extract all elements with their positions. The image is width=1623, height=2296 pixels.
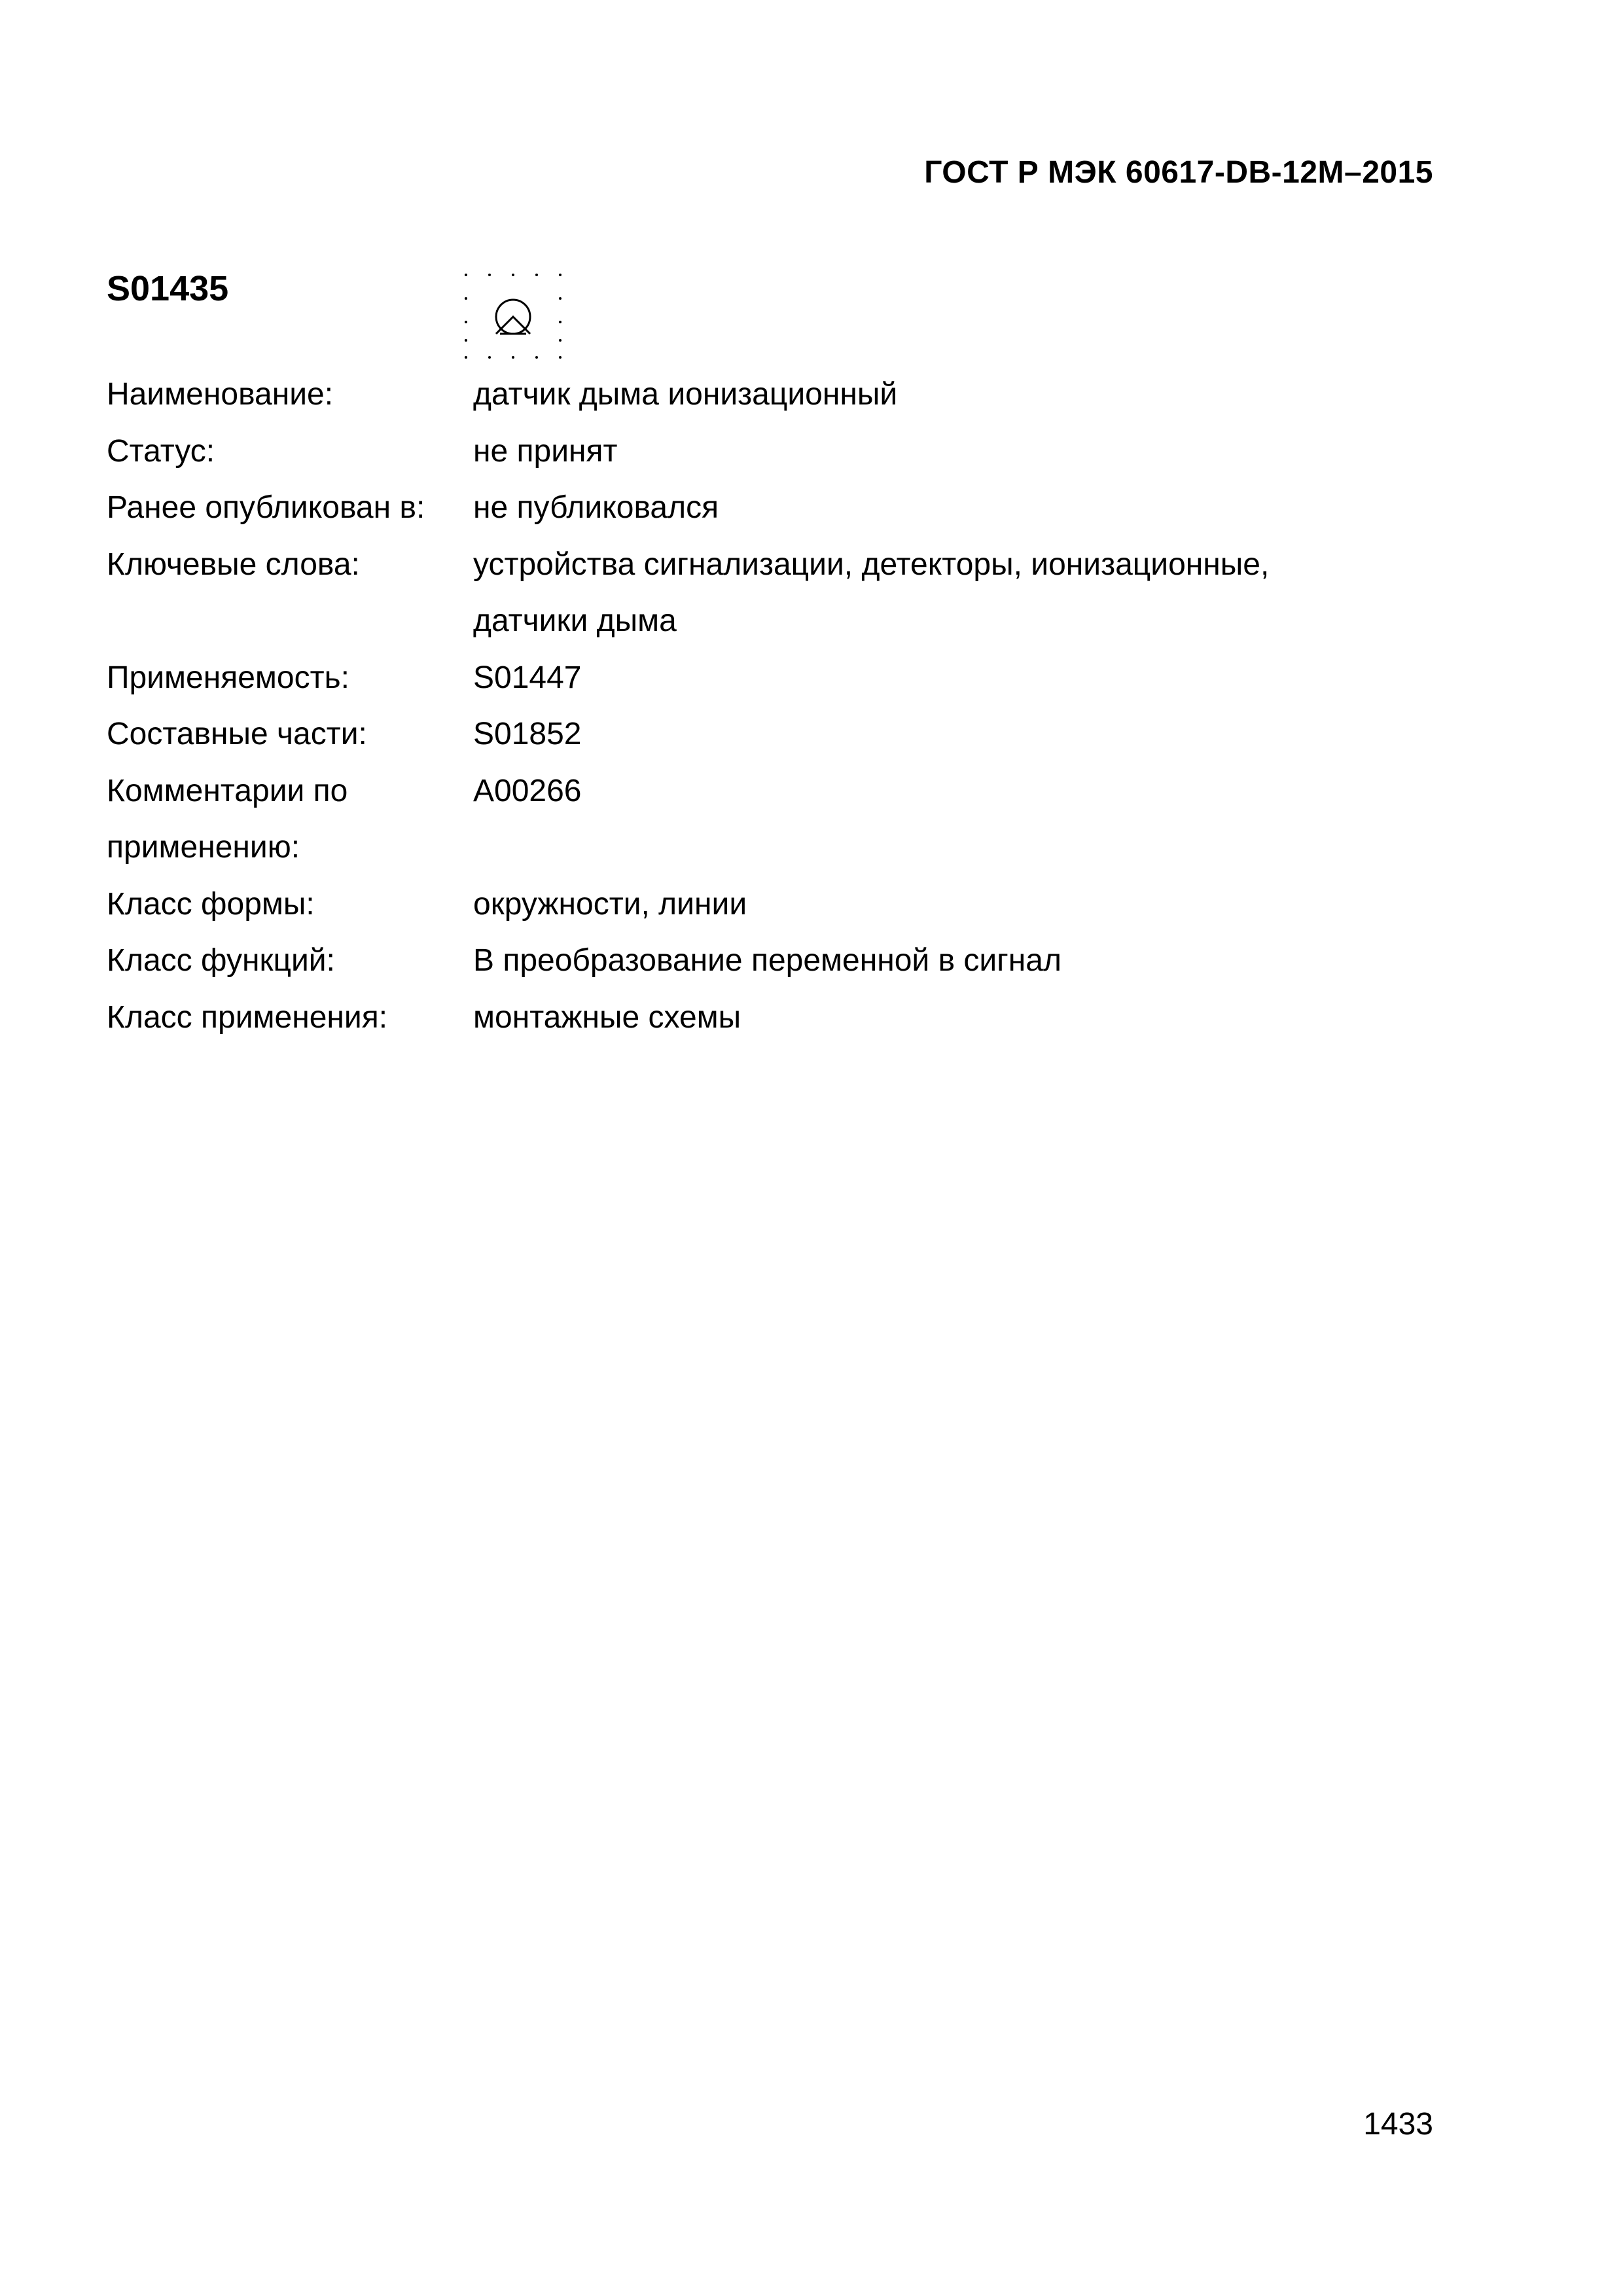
property-label: Класс применения: bbox=[107, 999, 388, 1035]
property-value: В преобразование переменной в сигнал bbox=[473, 943, 1061, 978]
property-value: датчик дыма ионизационный bbox=[473, 377, 898, 412]
property-value: не принят bbox=[473, 433, 618, 469]
page-number: 1433 bbox=[1363, 2107, 1433, 2142]
property-row-published bbox=[107, 480, 1481, 537]
property-value: A00266 bbox=[473, 773, 582, 808]
property-label: Класс формы: bbox=[107, 886, 315, 922]
property-value: S01852 bbox=[473, 717, 582, 751]
property-label: Применяемость: bbox=[107, 660, 349, 695]
property-row-keywords bbox=[107, 537, 1481, 650]
property-row-name bbox=[107, 367, 1481, 423]
symbol-id: S01435 bbox=[107, 269, 229, 308]
property-value: окружности, линии bbox=[473, 886, 747, 922]
property-label: Наименование: bbox=[107, 377, 334, 412]
property-value: не публиковался bbox=[473, 490, 719, 525]
property-row-components bbox=[107, 706, 1481, 763]
property-row-function-class bbox=[107, 933, 1481, 990]
property-label: Статус: bbox=[107, 433, 215, 469]
property-label: Комментарии по применению: bbox=[107, 773, 348, 865]
property-value: монтажные схемы bbox=[473, 999, 741, 1035]
property-row-status bbox=[107, 423, 1481, 480]
property-row-applicability bbox=[107, 650, 1481, 707]
document-header: ГОСТ Р МЭК 60617-DB-12M–2015 bbox=[924, 155, 1433, 190]
property-label: Класс функций: bbox=[107, 943, 335, 978]
property-row-application-class bbox=[107, 990, 1481, 1047]
property-row-application-notes bbox=[107, 763, 1481, 876]
property-label: Ранее опубликован в: bbox=[107, 490, 425, 525]
property-value: устройства сигнализации, детекторы, ионизационные, датчики дыма bbox=[473, 547, 1270, 638]
smoke-detector-symbol-icon bbox=[458, 267, 569, 365]
property-value: S01447 bbox=[473, 660, 582, 695]
property-row-shape-class bbox=[107, 876, 1481, 933]
property-label: Ключевые слова: bbox=[107, 547, 360, 582]
property-label: Составные части: bbox=[107, 717, 367, 751]
symbol-properties bbox=[107, 367, 1481, 1046]
